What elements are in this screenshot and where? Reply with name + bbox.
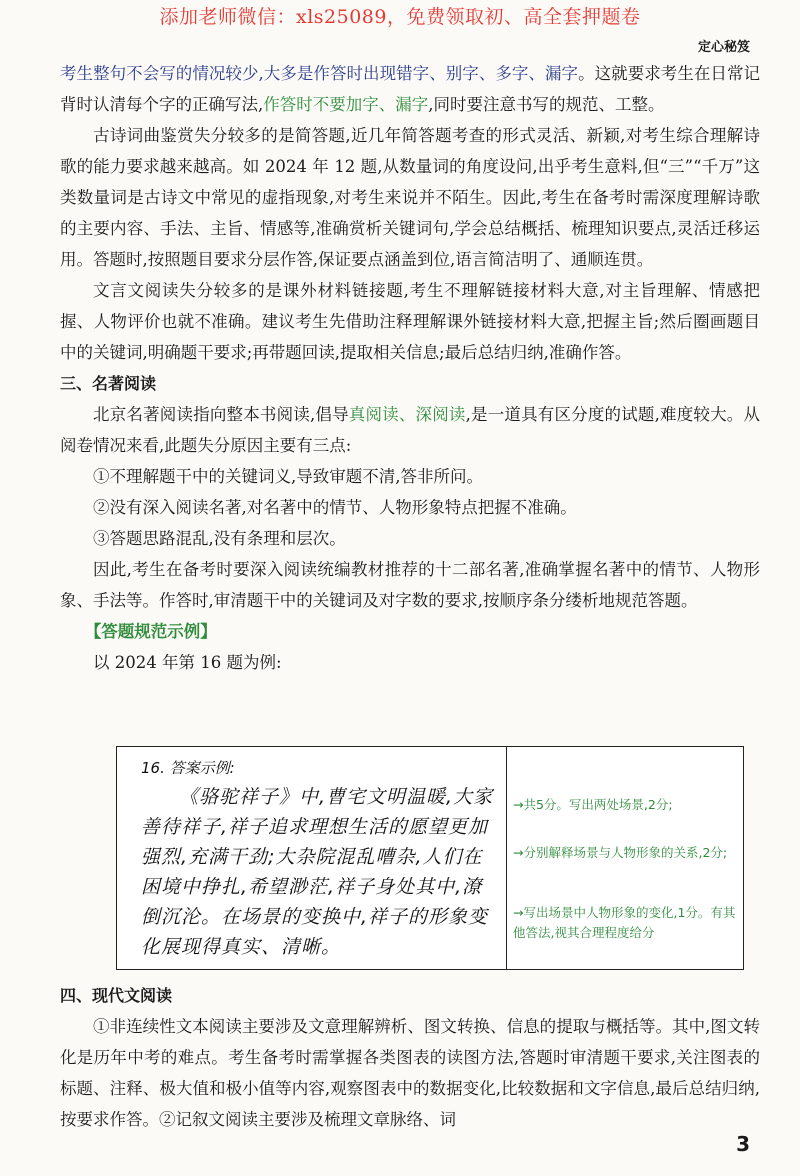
paragraph-text: ,是一道具有区分度的试题,难度较大。从阅卷情况来看,此题失分原因主要有三点: <box>60 405 761 455</box>
paragraph-poetry: 古诗词曲鉴赏失分较多的是简答题,近几年简答题考查的形式灵活、新颖,对考生综合理解诗歌的能力要求越来越高。如 2024 年 12 题,从数量词的角度设问,出乎考生意料,但“三”“千万”这类数量词是古诗文中常见的虚指现象,对考生来说并不陌生。因此,考生在备考时需深度理解诗歌的主要内容、手法、主旨、情感等,准确赏析关键词句,学会总结概括、梳理知识要点,灵活迁移运用。答题时,按照题目要求分层作答,保证要点涵盖到位,语言简洁明了、通顺连贯。 <box>60 126 760 269</box>
highlight-text: 真阅读、深阅读 <box>348 405 466 424</box>
example-intro: 以 2024 年第 16 题为例: <box>93 653 282 672</box>
section-title-classics: 三、名著阅读 <box>60 374 157 393</box>
paragraph-text: 北京名著阅读指向整本书阅读,倡导 <box>93 405 349 424</box>
highlight-text: 考生整句不会写的情况较少,大多是作答时出现错字、别字、多字、漏字 <box>60 64 579 83</box>
paragraph-classical: 文言文阅读失分较多的是课外材料链接题,考生不理解链接材料大意,对主旨理解、情感把握、人物评价也就不准确。建议考生先借助注释理解课外链接材料大意,把握主旨;然后圈画题目中的关键词,明确题干要求;再带题回读,提取相关信息;最后总结归纳,准确作答。 <box>60 281 760 362</box>
paragraph-classics-intro <box>60 399 760 461</box>
page-body <box>60 58 760 678</box>
example-label: 【答题规范示例】 <box>84 622 217 641</box>
paragraph-dictation <box>60 58 760 120</box>
list-item: ②没有深入阅读名著,对名著中的情节、人物形象特点把握不准确。 <box>93 498 577 517</box>
page-body-bottom <box>60 980 760 1135</box>
running-header: 定心秘笈 <box>697 40 750 55</box>
list-item: ①不理解题干中的关键词义,导致审题不清,答非所问。 <box>93 467 483 486</box>
paragraph-text: 。这就要求考生在日常记背时认清每个字的正确写法, <box>60 64 760 114</box>
highlight-text: 作答时不要加字、漏字 <box>263 95 429 114</box>
watermark-banner: 添加老师微信：xls25089，免费领取初、高全套押题卷 <box>159 6 641 28</box>
handwritten-answer <box>117 747 507 969</box>
paragraph-modern: ①非连续性文本阅读主要涉及文意理解辨析、图文转换、信息的提取与概括等。其中,图文转化是历年中考的难点。考生备考时需掌握各类图表的读图方法,答题时审清题干要求,关注图表的标题、注释、极大值和极小值等内容,观察图表中的数据变化,比较数据和文字信息,最后总结归纳,按要求作答。②记叙文阅读主要涉及梳理文章脉络、词 <box>60 1017 760 1129</box>
scoring-notes <box>507 747 743 969</box>
paragraph-text: ,同时要注意书写的规范、工整。 <box>428 95 665 114</box>
paragraph-classics-advice: 因此,考生在备考时要深入阅读统编教材推荐的十二部名著,准确掌握名著中的情节、人物形象、手法等。作答时,审清题干中的关键词及对字数的要求,按顺序条分缕析地规范答题。 <box>60 560 760 610</box>
page-number: 3 <box>736 1132 750 1156</box>
scoring-note: →共5分。写出两处场景,2分; <box>513 797 673 812</box>
answer-handwriting: 《骆驼祥子》中,曹宅文明温暖,大家善待祥子,祥子追求理想生活的愿望更加强烈,充满干劲;大杂院混乱嘈杂,人们在困境中挣扎,希望渺茫,祥子身处其中,潦倒沉沦。在场景的变换中,祥子的形象变化展现得真实、清晰。 <box>141 786 494 958</box>
section-title-modern: 四、现代文阅读 <box>60 986 173 1005</box>
list-item: ③答题思路混乱,没有条理和层次。 <box>93 529 346 548</box>
scoring-note: →分别解释场景与人物形象的关系,2分; <box>513 845 728 860</box>
answer-question-label: 16. 答案示例: <box>141 759 235 777</box>
scoring-note: →写出场景中人物形象的变化,1分。有其他答法,视其合理程度给分 <box>513 905 736 940</box>
answer-example-box <box>116 746 744 970</box>
